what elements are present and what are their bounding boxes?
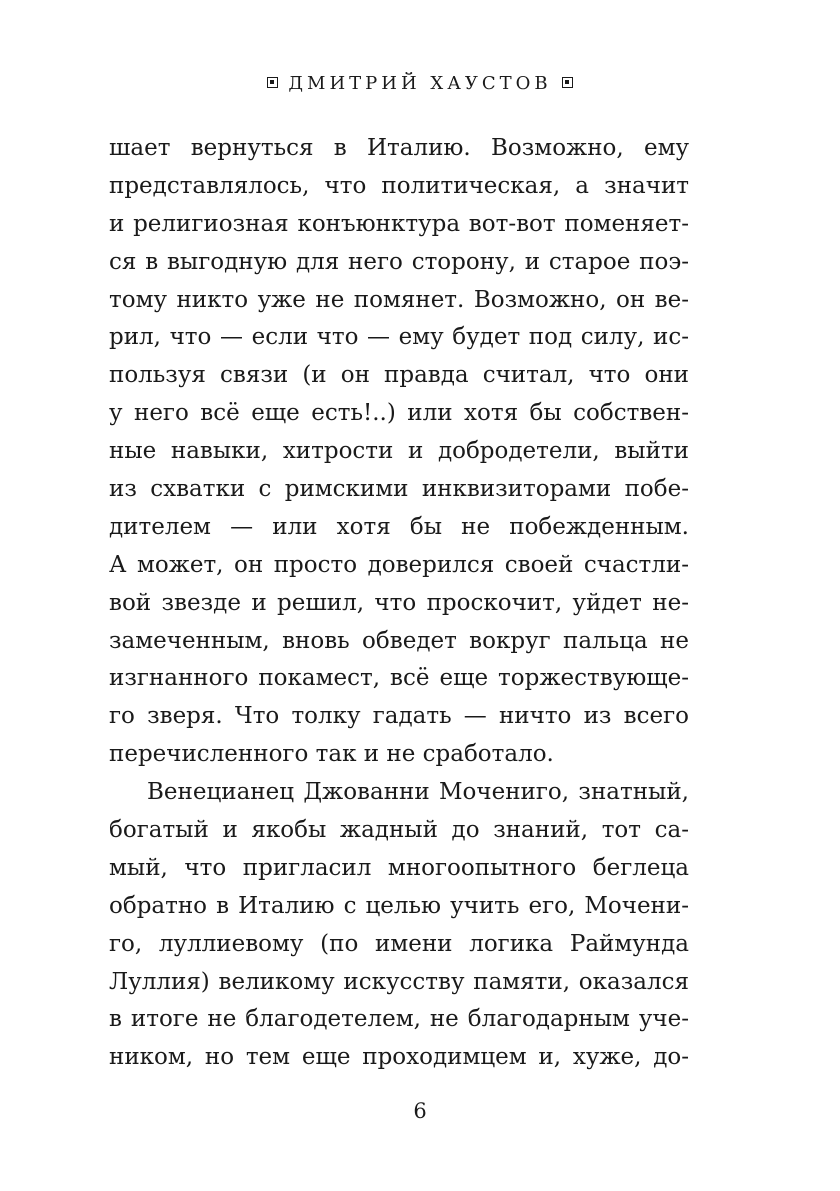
text-line: пользуя связи (и он правда считал, что они [109, 362, 689, 389]
ornament-icon [562, 77, 573, 88]
text-line: в итоге не благодетелем, не благодарным уче- [109, 1006, 689, 1033]
text-line: богатый и якобы жадный до знаний, тот са- [109, 817, 689, 844]
text-line: ся в выгодную для него сторону, и старое поэ- [109, 248, 689, 275]
text-line: А может, он просто доверился своей счастли- [109, 551, 689, 578]
text-line: изгнанного покамест, всё еще торжествующе- [109, 665, 689, 692]
text-line: и религиозная конъюнктура вот-вот поменяет- [109, 210, 689, 237]
text-line: представлялось, что политическая, а значит [109, 172, 689, 199]
page-number: 6 [413, 1099, 427, 1123]
text-line: тому никто уже не помянет. Возможно, он ве- [109, 286, 689, 313]
ornament-icon [267, 77, 278, 88]
text-line: го, луллиевому (по имени логика Раймунда [109, 930, 689, 957]
text-line: перечисленного так и не сработало. [109, 741, 554, 768]
text-line: вой звезде и решил, что проскочит, уйдет не- [109, 589, 689, 616]
text-line: шает вернуться в Италию. Возможно, ему [109, 135, 689, 161]
text-line: у него всё еще есть!..) или хотя бы собствен- [109, 400, 689, 427]
text-line: го зверя. Что толку гадать — ничто из всего [109, 703, 689, 730]
text-line: Луллия) великому искусству памяти, оказался [109, 968, 689, 995]
text-line: ником, но тем еще проходимцем и, хуже, до- [109, 1044, 689, 1071]
text-line: дителем — или хотя бы не побежденным. [109, 513, 689, 540]
text-line: мый, что пригласил многоопытного беглеца [109, 854, 689, 881]
author-name: ДМИТРИЙ ХАУСТОВ [288, 73, 552, 94]
text-line: из схватки с римскими инквизиторами побе- [109, 476, 689, 503]
running-header [0, 72, 840, 96]
text-line: рил, что — если что — ему будет под силу, ис- [109, 324, 689, 351]
body-text [109, 130, 689, 1077]
text-line: обратно в Италию с целью учить его, Мочени- [109, 892, 689, 919]
text-line: Венецианец Джованни Мочениго, знатный, [147, 779, 689, 806]
text-line: ные навыки, хитрости и добродетели, выйти [109, 438, 689, 465]
text-line: замеченным, вновь обведет вокруг пальца не [109, 627, 689, 654]
